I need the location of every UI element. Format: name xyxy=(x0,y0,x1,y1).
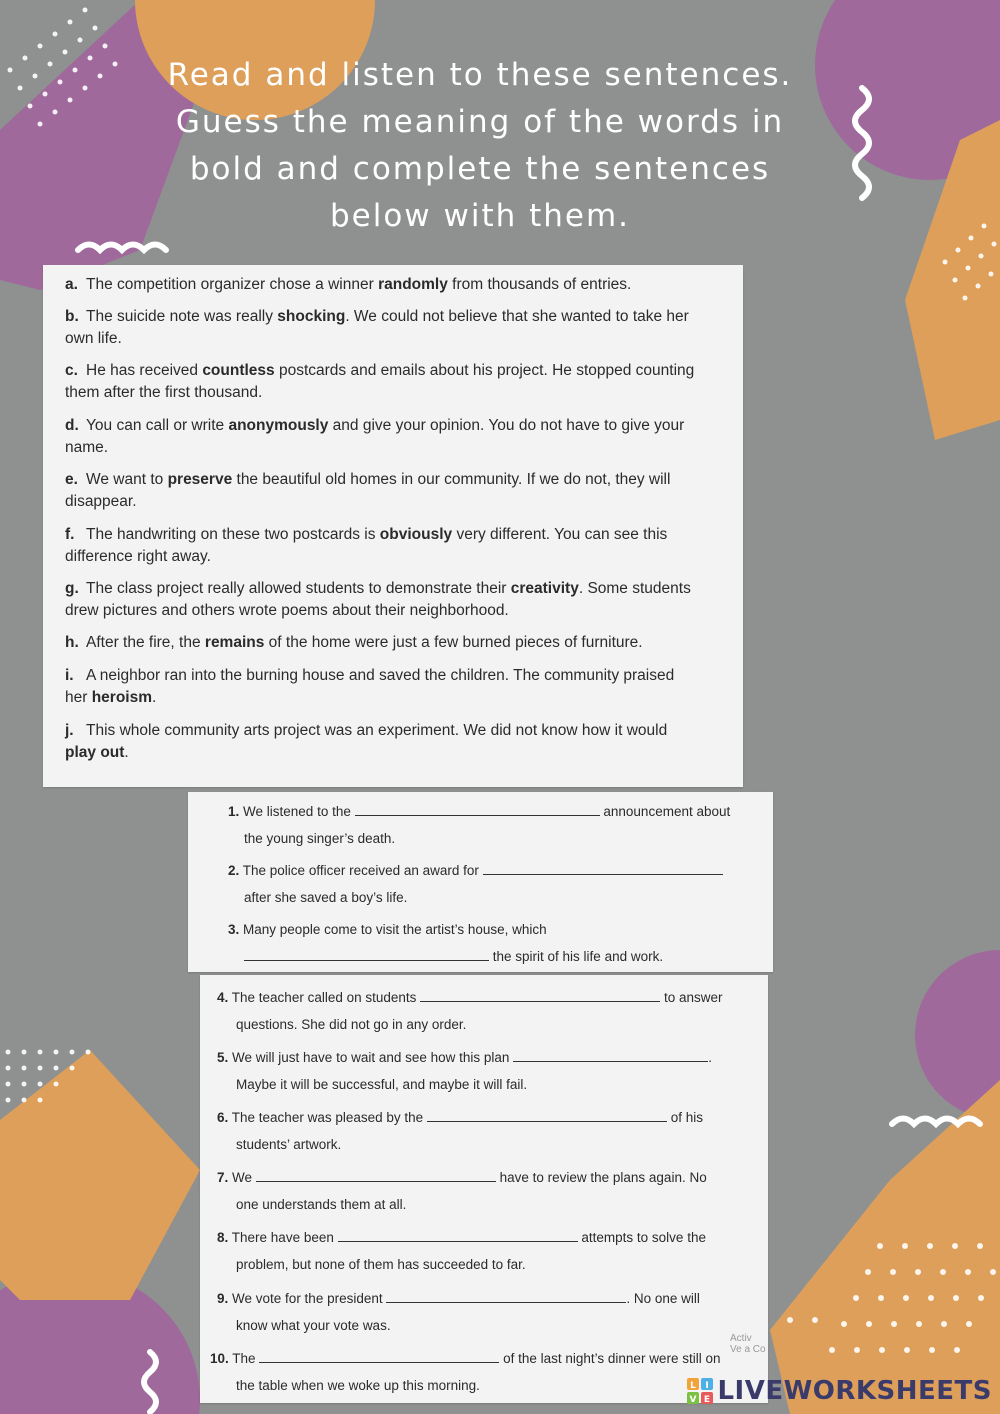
vocabulary-word: shocking xyxy=(277,308,346,325)
exercise-text: Many people come to visit the artist’s house, which xyxy=(243,922,547,937)
activate-watermark xyxy=(730,1333,766,1355)
sentence-text: of the home were just a few burned pieces of furniture. xyxy=(264,634,643,651)
sentence-text: . xyxy=(152,689,157,706)
sentence-text: You can call or write xyxy=(86,417,229,434)
exercise-text-continued: problem, but none of them has succeeded to far. xyxy=(236,1257,526,1272)
watermark-line-2: Ve a Co xyxy=(730,1344,766,1355)
exercise-text-continued: Maybe it will be successful, and maybe it will fail. xyxy=(236,1077,528,1092)
exercise-number: 7. xyxy=(217,1170,229,1185)
vocabulary-word: remains xyxy=(204,634,265,651)
answer-blank-6[interactable] xyxy=(427,1109,667,1122)
exercise-text: of the last night’s dinner were still on xyxy=(503,1351,721,1366)
logo-tile-e: E xyxy=(704,1395,711,1404)
exercise-4 xyxy=(217,989,762,1032)
exercise-text-continued: one understands them at all. xyxy=(236,1197,407,1212)
sentence-label: c. xyxy=(65,362,78,379)
sentence-label: a. xyxy=(65,276,78,293)
sentence-text: He has received xyxy=(86,362,203,379)
instructions-title xyxy=(140,52,820,240)
sentence-text: This whole community arts project was an experiment. We did not know how it would xyxy=(86,722,668,739)
exercise-8 xyxy=(217,1229,762,1272)
sentence-j xyxy=(65,720,695,764)
exercise-2 xyxy=(228,862,768,905)
exercise-text-continued: know what your vote was. xyxy=(236,1318,391,1333)
exercise-text: of his xyxy=(670,1110,703,1125)
exercise-text: to answer xyxy=(663,990,723,1005)
sentence-text: The competition organizer chose a winner xyxy=(86,276,379,293)
vocabulary-word: obviously xyxy=(379,526,453,543)
exercise-number: 2. xyxy=(228,863,240,878)
answer-blank-10[interactable] xyxy=(259,1350,499,1363)
exercise-card-2 xyxy=(200,975,768,1403)
exercise-text-continued xyxy=(244,948,663,965)
vocabulary-word: creativity xyxy=(510,580,579,597)
exercise-text-continued: the young singer’s death. xyxy=(244,831,396,846)
sentence-text: and give your opinion. You do not have to give your name. xyxy=(65,417,685,456)
answer-blank-5[interactable] xyxy=(513,1049,708,1062)
exercise-text: There have been xyxy=(231,1230,334,1245)
title-line-3: bold and complete the sentences xyxy=(189,151,771,187)
sentence-label: j. xyxy=(65,722,74,739)
vocabulary-word: heroism xyxy=(91,689,153,706)
exercise-10 xyxy=(210,1350,765,1393)
exercise-text-continued: students’ artwork. xyxy=(236,1137,342,1152)
sentence-label: i. xyxy=(65,667,74,684)
exercise-text: The xyxy=(232,1351,256,1366)
sentence-text: The class project really allowed students to demonstrate their xyxy=(86,580,511,597)
exercise-text: The teacher called on students xyxy=(231,990,417,1005)
watermark-line-1: Activ xyxy=(730,1333,752,1344)
exercise-text: have to review the plans again. No xyxy=(499,1170,707,1185)
exercise-text: . No one will xyxy=(626,1291,700,1306)
exercise-card-1 xyxy=(188,792,773,972)
answer-blank-7[interactable] xyxy=(256,1169,496,1182)
liveworksheets-logo xyxy=(687,1376,992,1406)
sentence-text: from thousands of entries. xyxy=(447,276,632,293)
sentence-i xyxy=(65,665,695,709)
exercise-text: We will just have to wait and see how this plan xyxy=(232,1050,510,1065)
logo-icon xyxy=(687,1378,713,1404)
sentence-text: . Some students drew pictures and others wrote poems about their neighborhood. xyxy=(65,580,691,619)
answer-blank-9[interactable] xyxy=(386,1290,626,1303)
logo-tile-l: L xyxy=(690,1381,697,1391)
sentence-f xyxy=(65,524,715,568)
sentence-c xyxy=(65,360,705,404)
exercise-number: 4. xyxy=(217,990,229,1005)
sentence-label: d. xyxy=(65,417,79,434)
exercise-6 xyxy=(217,1109,762,1152)
sentence-text: The handwriting on these two postcards is xyxy=(86,526,380,543)
logo-tile-i: I xyxy=(705,1381,710,1391)
vocabulary-word: countless xyxy=(202,362,275,379)
exercise-text: The police officer received an award for xyxy=(242,863,479,878)
sentence-b xyxy=(65,306,705,350)
sentence-text: We want to xyxy=(86,471,168,488)
vocabulary-word: anonymously xyxy=(228,417,329,434)
sentence-text: postcards and emails about his project. He stopped counting them after the first thousand. xyxy=(65,362,695,401)
exercise-text: the spirit of his life and work. xyxy=(492,949,664,964)
logo-text: LIVEWORKSHEETS xyxy=(717,1376,992,1406)
exercise-text-continued: questions. She did not go in any order. xyxy=(236,1017,467,1032)
exercise-number: 10. xyxy=(210,1351,229,1366)
exercise-text-continued: the table when we woke up this morning. xyxy=(236,1378,480,1393)
answer-blank-1[interactable] xyxy=(355,803,600,816)
title-line-2: Guess the meaning of the words in xyxy=(175,104,785,140)
exercise-text: announcement about xyxy=(603,804,731,819)
title-line-1: Read and listen to these sentences. xyxy=(167,57,793,93)
sentence-text: . xyxy=(124,744,129,761)
exercise-number: 5. xyxy=(217,1050,229,1065)
exercise-3 xyxy=(228,921,768,964)
exercise-number: 6. xyxy=(217,1110,229,1125)
sentence-label: f. xyxy=(65,526,75,543)
logo-tile-v: V xyxy=(689,1395,697,1404)
sentence-e xyxy=(65,469,700,513)
exercise-1 xyxy=(228,803,768,846)
sentence-g xyxy=(65,578,705,622)
exercise-number: 8. xyxy=(217,1230,229,1245)
exercise-5 xyxy=(217,1049,762,1092)
vocabulary-word: randomly xyxy=(378,276,448,293)
sentence-text: very different. You can see this difference right away. xyxy=(65,526,668,565)
exercise-text: We listened to the xyxy=(243,804,351,819)
exercise-7 xyxy=(217,1169,762,1212)
exercise-text: attempts to solve the xyxy=(581,1230,706,1245)
sentence-text: The suicide note was really xyxy=(86,308,278,325)
sentence-a xyxy=(65,274,725,296)
sentence-text: A neighbor ran into the burning house and saved the children. The community praised her xyxy=(65,667,675,706)
sentence-text: . We could not believe that she wanted to take her own life. xyxy=(65,308,689,347)
answer-blank-2[interactable] xyxy=(483,862,723,875)
vocabulary-word: preserve xyxy=(167,471,233,488)
vocabulary-word: play out xyxy=(65,744,125,761)
sentence-label: b. xyxy=(65,308,79,325)
exercise-text: We xyxy=(232,1170,253,1185)
exercise-number: 1. xyxy=(228,804,240,819)
sentence-h xyxy=(65,632,730,654)
title-line-4: below with them. xyxy=(329,198,631,234)
exercise-text: We vote for the president xyxy=(232,1291,383,1306)
sentence-label: g. xyxy=(65,580,79,597)
exercise-text: . xyxy=(708,1050,712,1065)
exercise-number: 3. xyxy=(228,922,240,937)
exercise-9 xyxy=(217,1290,762,1333)
sentence-label: h. xyxy=(65,634,79,651)
sentence-text: After the fire, the xyxy=(86,634,205,651)
sentence-d xyxy=(65,415,695,459)
answer-blank-3[interactable] xyxy=(244,948,489,961)
sentence-text: the beautiful old homes in our community. If we do not, they will disappear. xyxy=(65,471,671,510)
answer-blank-8[interactable] xyxy=(338,1229,578,1242)
exercise-text: The teacher was pleased by the xyxy=(231,1110,424,1125)
example-sentences-card xyxy=(43,265,743,787)
answer-blank-4[interactable] xyxy=(420,989,660,1002)
exercise-number: 9. xyxy=(217,1291,229,1306)
sentence-label: e. xyxy=(65,471,78,488)
exercise-text-continued: after she saved a boy’s life. xyxy=(244,890,408,905)
